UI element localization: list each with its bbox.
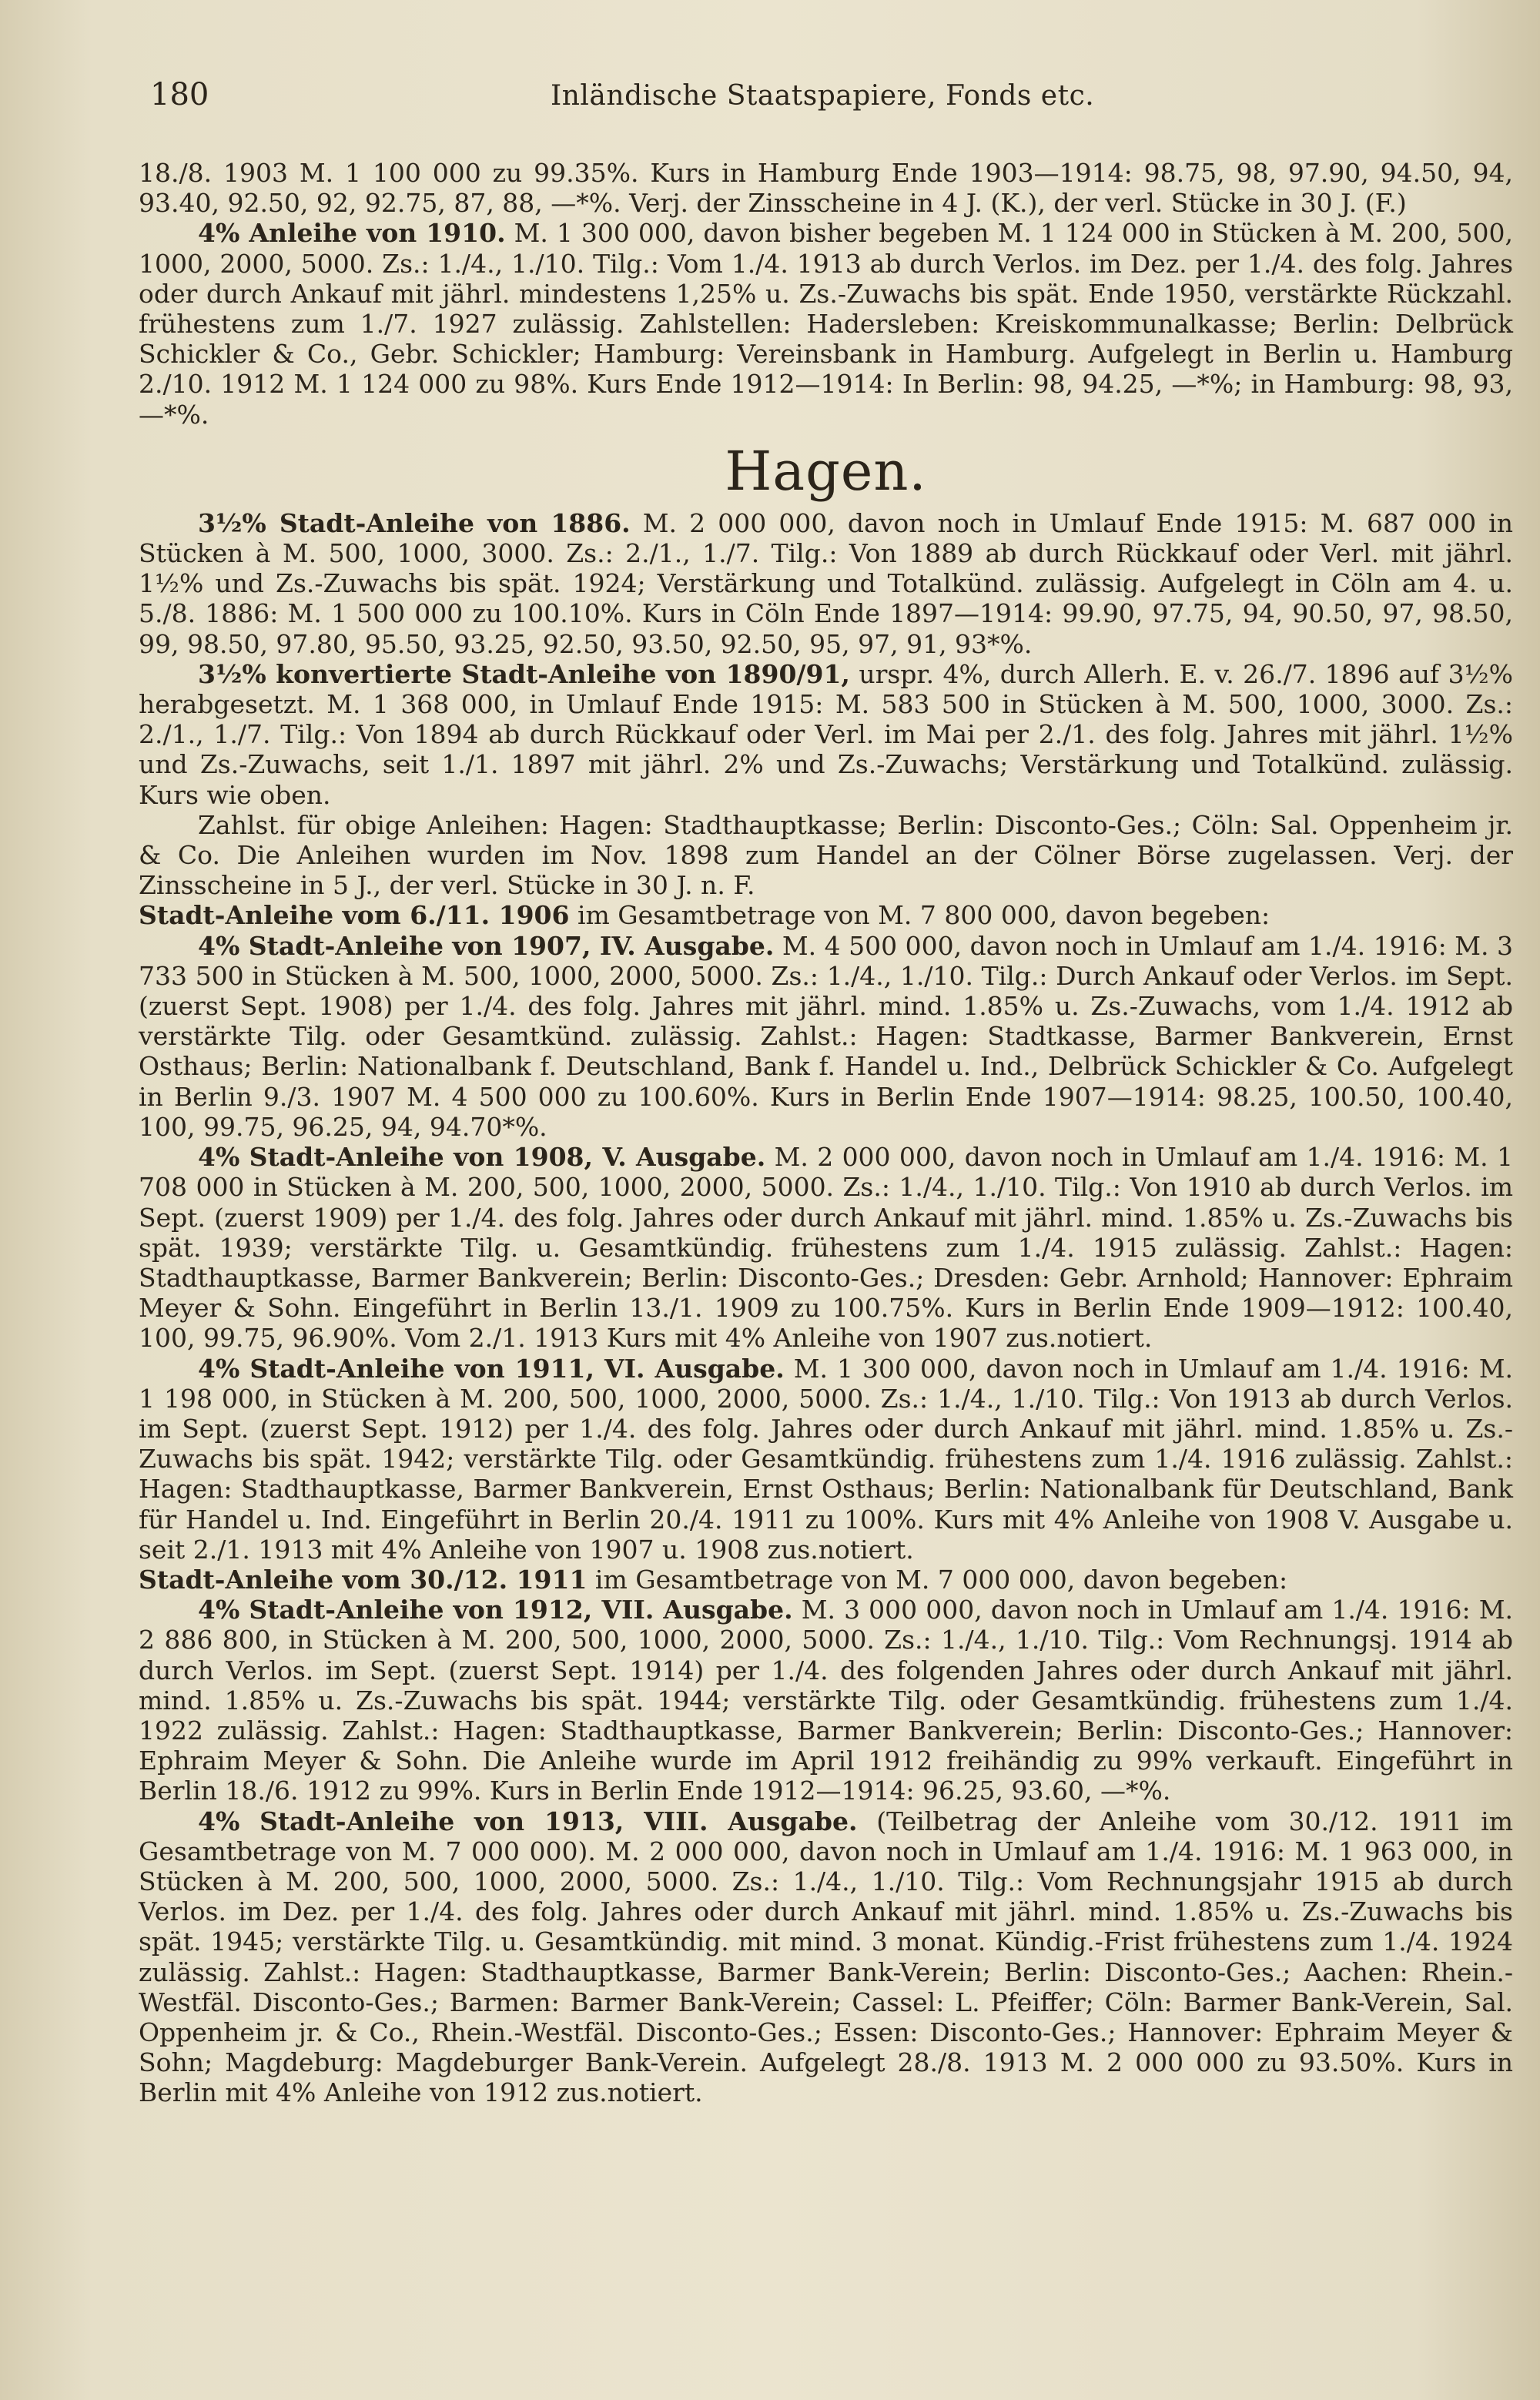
paragraph-lead: Stadt-Anleihe vom 6./11. 1906 bbox=[139, 900, 570, 931]
paragraph-text: M. 1 300 000, davon bisher begeben M. 1 124 000 in Stücken à M. 200, 500, 1000, 2000, 5000. Zs.: 1./4., 1./10. Tilg.: Vom 1./4. 1913 ab durch Verlos. im Dez. per 1./4. des folg. Jahres oder durch Ankauf mit jährl. mindestens 1,25% u. Zs.-Zuwachs bis spät. Ende 1950, verstärkte Rückzahl. frühestens zum 1./7. 1927 zulässig. Zahlstellen: Hadersleben: Kreiskommunalkasse; Berlin: Delbrück Schickler & Co., Gebr. Schickler; Hamburg: Vereinsbank in Hamburg. Aufgelegt in Berlin u. Hamburg 2./10. 1912 M. 1 124 000 zu 98%. Kurs Ende 1912—1914: In Berlin: 98, 94.25, —*%; in Hamburg: 98, 93, —*%. bbox=[139, 218, 1514, 430]
paragraph-text: (Teilbetrag der Anleihe vom 30./12. 1911 im Gesamtbetrage von M. 7 000 000). M. 2 000 000, davon noch in Umlauf am 1./4. 1916: M. 1 963 000, in Stücken à M. 200, 500, 1000, 2000, 5000. Zs.: 1./4., 1./10. Tilg.: Vom Rechnungsjahr 1915 ab durch Verlos. im Dez. per 1./4. des folg. Jahres oder durch Ankauf mit jährl. mind. 1.85% u. Zs.-Zuwachs bis spät. 1945; verstärkte Tilg. u. Gesamtkündig. mit mind. 3 monat. Kündig.-Frist frühestens zum 1./4. 1924 zulässig. Zahlst.: Hagen: Stadthauptkasse, Barmer Bank-Verein; Berlin: Disconto-Ges.; Aachen: Rhein.-Westfäl. Disconto-Ges.; Barmen: Barmer Bank-Verein; Cassel: L. Pfeiffer; Cöln: Barmer Bank-Verein, Sal. Oppenheim jr. & Co., Rhein.-Westfäl. Disconto-Ges.; Essen: Disconto-Ges.; Hannover: Ephraim Meyer & Sohn; Magdeburg: Magdeburger Bank-Verein. Aufgelegt 28./8. 1913 M. 2 000 000 zu 93.50%. Kurs in Berlin mit 4% Anleihe von 1912 zus.notiert. bbox=[139, 1806, 1513, 2108]
page-number: 180 bbox=[150, 77, 209, 112]
paragraph bbox=[139, 1595, 1513, 1806]
paragraph-text: Zahlst. für obige Anleihen: Hagen: Stadthauptkasse; Berlin: Disconto-Ges.; Cöln: Sal. Oppenheim jr. & Co. Die Anleihen wurden im Nov. 1898 zum Handel an der Cölner Börse zugelassen. Verj. der Zinsscheine in 5 J., der verl. Stücke in 30 J. n. F. bbox=[139, 809, 1513, 901]
previous-section-continuation bbox=[139, 158, 1513, 430]
paragraph bbox=[139, 810, 1513, 901]
paragraph bbox=[139, 659, 1513, 810]
paragraph bbox=[139, 218, 1513, 429]
paragraph bbox=[139, 931, 1513, 1142]
paragraph-lead: 4% Stadt-Anleihe von 1908, V. Ausgabe. bbox=[198, 1142, 766, 1173]
paragraph-text: urspr. 4%, durch Allerh. E. v. 26./7. 1896 auf 3½% herabgesetzt. M. 1 368 000, in Umlauf Ende 1915: M. 583 500 in Stücken à M. 500, 1000, 3000. Zs.: 2./1., 1./7. Tilg.: Von 1894 ab durch Rückkauf oder Verl. im Mai per 2./1. des folg. Jahres mit jährl. 1½% und Zs.-Zuwachs, seit 1./1. 1897 mit jährl. 2% und Zs.-Zuwachs; Verstärkung und Totalkünd. zulässig. Kurs wie oben. bbox=[139, 658, 1513, 810]
paragraph-text: M. 4 500 000, davon noch in Umlauf am 1./4. 1916: M. 3 733 500 in Stücken à M. 500, 1000, 2000, 5000. Zs.: 1./4., 1./10. Tilg.: Durch Ankauf oder Verlos. im Sept. (zuerst Sept. 1908) per 1./4. des folg. Jahres mit jährl. mind. 1.85% u. Zs.-Zuwachs, vom 1./4. 1912 ab verstärkte Tilg. oder Gesamtkünd. zulässig. Zahlst.: Hagen: Stadtkasse, Barmer Bankverein, Ernst Osthaus; Berlin: Nationalbank f. Deutschland, Bank f. Handel u. Ind., Delbrück Schickler & Co. Aufgelegt in Berlin 9./3. 1907 M. 4 500 000 zu 100.60%. Kurs in Berlin Ende 1907—1914: 98.25, 100.50, 100.40, 100, 99.75, 96.25, 94, 94.70*%. bbox=[139, 930, 1513, 1142]
paragraph bbox=[139, 900, 1513, 930]
paragraph-lead: 3½% konvertierte Stadt-Anleihe von 1890/91, bbox=[198, 658, 850, 689]
running-head: Inländische Staatspapiere, Fonds etc. bbox=[551, 80, 1095, 112]
body-text bbox=[139, 158, 1513, 2108]
paragraph-text: M. 3 000 000, davon noch in Umlauf am 1./4. 1916: M. 2 886 800, in Stücken à M. 200, 500, 1000, 2000, 5000. Zs.: 1./4., 1./10. Tilg.: Vom Rechnungsj. 1914 ab durch Verlos. im Sept. (zuerst Sept. 1914) per 1./4. des folgenden Jahres oder durch Ankauf mit jährl. mind. 1.85% u. Zs.-Zuwachs bis spät. 1944; verstärkte Tilg. oder Gesamtkündig. frühestens zum 1./4. 1922 zulässig. Zahlst.: Hagen: Stadthauptkasse, Barmer Bankverein; Berlin: Disconto-Ges.; Hannover: Ephraim Meyer & Sohn. Die Anleihe wurde im April 1912 freihändig zu 99% verkauft. Eingeführt in Berlin 18./6. 1912 zu 99%. Kurs in Berlin Ende 1912—1914: 96.25, 93.60, —*%. bbox=[139, 1595, 1513, 1806]
paragraph-lead: Stadt-Anleihe vom 30./12. 1911 bbox=[139, 1564, 588, 1595]
paragraph-lead: 4% Stadt-Anleihe von 1907, IV. Ausgabe. bbox=[198, 930, 775, 961]
paragraph-text: 18./8. 1903 M. 1 100 000 zu 99.35%. Kurs in Hamburg Ende 1903—1914: 98.75, 98, 97.90, 94.50, 94, 93.40, 92.50, 92, 92.75, 87, 88, —*%. Verj. der Zinsscheine in 4 J. (K.), der verl. Stücke in 30 J. (F.) bbox=[139, 158, 1513, 219]
section-heading-hagen: Hagen. bbox=[725, 439, 927, 503]
paragraph-lead: 4% Stadt-Anleihe von 1913, VIII. Ausgabe. bbox=[198, 1806, 858, 1836]
paragraph-lead: 4% Stadt-Anleihe von 1911, VI. Ausgabe. bbox=[198, 1353, 785, 1384]
paragraph-text: M. 1 300 000, davon noch in Umlauf am 1./4. 1916: M. 1 198 000, in Stücken à M. 200, 500, 1000, 2000, 5000. Zs.: 1./4., 1./10. Tilg.: Von 1913 ab durch Verlos. im Sept. (zuerst Sept. 1912) per 1./4. des folg. Jahres oder durch Ankauf mit jährl. mind. 1.85% u. Zs.-Zuwachs bis spät. 1942; verstärkte Tilg. oder Gesamtkündig. frühestens zum 1./4. 1916 zulässig. Zahlst.: Hagen: Stadthauptkasse, Barmer Bankverein, Ernst Osthaus; Berlin: Nationalbank für Deutschland, Bank für Handel u. Ind. Eingeführt in Berlin 20./4. 1911 zu 100%. Kurs mit 4% Anleihe von 1908 V. Ausgabe u. seit 2./1. 1913 mit 4% Anleihe von 1907 u. 1908 zus.notiert. bbox=[139, 1353, 1514, 1565]
paragraph-lead: 4% Stadt-Anleihe von 1912, VII. Ausgabe. bbox=[198, 1595, 793, 1625]
paragraph-text: im Gesamtbetrage von M. 7 000 000, davon begeben: bbox=[587, 1564, 1288, 1595]
paragraph-text: M. 2 000 000, davon noch in Umlauf am 1./4. 1916: M. 1 708 000 in Stücken à M. 200, 500, 1000, 2000, 5000. Zs.: 1./4., 1./10. Tilg.: Von 1910 ab durch Verlos. im Sept. (zuerst 1909) per 1./4. des folg. Jahres oder durch Ankauf mit jährl. mind. 1.85% u. Zs.-Zuwachs bis spät. 1939; verstärkte Tilg. u. Gesamtkündig. frühestens zum 1./4. 1915 zulässig. Zahlst.: Hagen: Stadthauptkasse, Barmer Bankverein; Berlin: Disconto-Ges.; Dresden: Gebr. Arnhold; Hannover: Ephraim Meyer & Sohn. Eingeführt in Berlin 13./1. 1909 zu 100.75%. Kurs in Berlin Ende 1909—1912: 100.40, 100, 99.75, 96.90%. Vom 2./1. 1913 Kurs mit 4% Anleihe von 1907 zus.notiert. bbox=[139, 1142, 1514, 1354]
paragraph-text: M. 2 000 000, davon noch in Umlauf Ende 1915: M. 687 000 in Stücken à M. 500, 1000, 3000. Zs.: 2./1., 1./7. Tilg.: Von 1889 ab durch Rückkauf oder Verl. mit jährl. 1½% und Zs.-Zuwachs bis spät. 1924; Verstärkung und Totalkünd. zulässig. Aufgelegt in Cöln am 4. u. 5./8. 1886: M. 1 500 000 zu 100.10%. Kurs in Cöln Ende 1897—1914: 99.90, 97.75, 94, 90.50, 97, 98.50, 99, 98.50, 97.80, 95.50, 93.25, 92.50, 93.50, 92.50, 95, 97, 91, 93*%. bbox=[139, 507, 1513, 659]
page-header bbox=[150, 77, 1513, 123]
paragraph bbox=[139, 1565, 1513, 1595]
paragraph bbox=[139, 508, 1513, 659]
hagen-section bbox=[139, 508, 1513, 2108]
paragraph bbox=[139, 1354, 1513, 1565]
paragraph bbox=[139, 158, 1513, 218]
paragraph bbox=[139, 1806, 1513, 2108]
paragraph-lead: 3½% Stadt-Anleihe von 1886. bbox=[198, 507, 631, 538]
paragraph-text: im Gesamtbetrage von M. 7 800 000, davon begeben: bbox=[569, 900, 1270, 931]
paragraph bbox=[139, 1142, 1513, 1353]
paragraph-lead: 4% Anleihe von 1910. bbox=[198, 218, 506, 249]
